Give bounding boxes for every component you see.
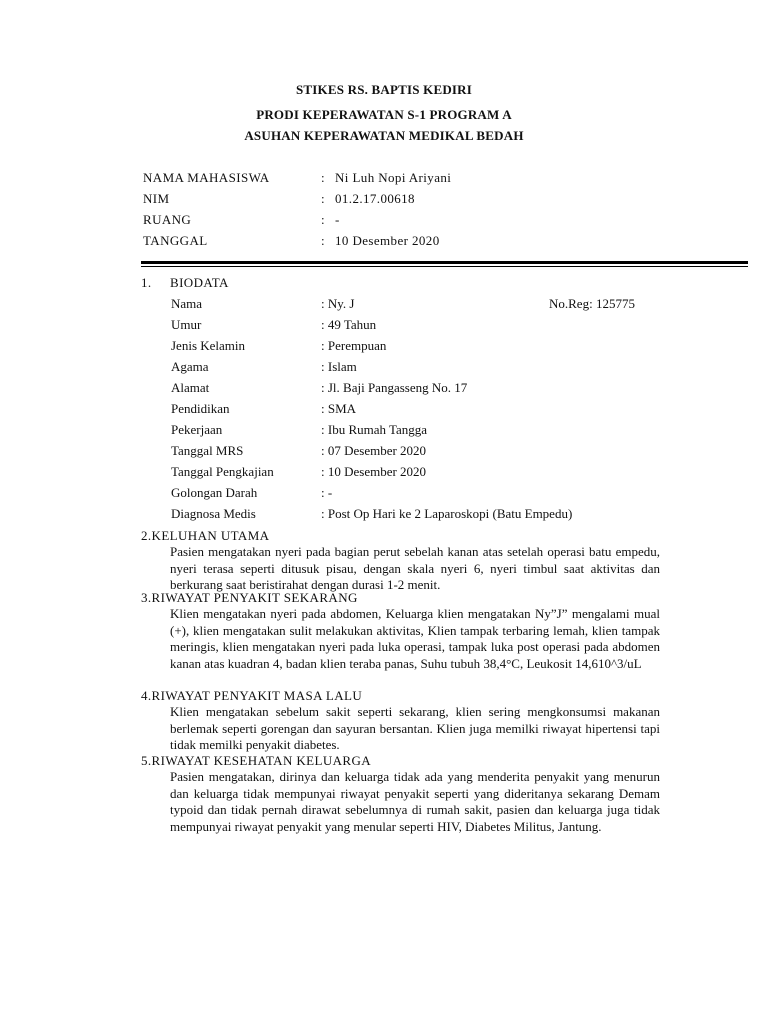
meta-label: TANGGAL (143, 233, 208, 248)
bio-label: Umur (171, 317, 202, 332)
bio-value: : 49 Tahun (321, 317, 377, 332)
bio-value: : Ny. J (321, 296, 355, 311)
section-riwayat-lalu-title: 4.RIWAYAT PENYAKIT MASA LALU (141, 688, 363, 703)
bio-row-tanggal-pengkajian (171, 464, 731, 482)
bio-value: : Jl. Baji Pangasseng No. 17 (321, 380, 468, 395)
meta-colon: : (321, 212, 326, 227)
student-name: Ni Luh Nopi Ariyani (335, 170, 452, 185)
registration-number: No.Reg: 125775 (549, 296, 635, 311)
bio-row-alamat (171, 380, 731, 398)
bio-value: : - (321, 485, 333, 500)
document-title: ASUHAN KEPERAWATAN MEDIKAL BEDAH (244, 128, 524, 143)
bio-label: Diagnosa Medis (171, 506, 256, 521)
bio-value: : 07 Desember 2020 (321, 443, 427, 458)
student-nim: 01.2.17.00618 (335, 191, 415, 206)
bio-row-tanggal-mrs (171, 443, 731, 461)
bio-label: Tanggal MRS (171, 443, 244, 458)
bio-label: Jenis Kelamin (171, 338, 246, 353)
section-riwayat-keluarga-title: 5.RIWAYAT KESEHATAN KELUARGA (141, 753, 372, 768)
bio-row-golongan-darah (171, 485, 731, 503)
bio-label: Agama (171, 359, 209, 374)
bio-row-pendidikan (171, 401, 731, 419)
bio-value: : Ibu Rumah Tangga (321, 422, 428, 437)
meta-row-nama (143, 170, 743, 188)
bio-value: : 10 Desember 2020 (321, 464, 427, 479)
bio-label: Golongan Darah (171, 485, 258, 500)
section-keluhan-title: 2.KELUHAN UTAMA (141, 528, 270, 543)
meta-row-tanggal (143, 233, 743, 251)
meta-label: NAMA MAHASISWA (143, 170, 270, 185)
riwayat-lalu-paragraph (170, 704, 660, 754)
bio-value: : Islam (321, 359, 357, 374)
institution-title: STIKES RS. BAPTIS KEDIRI (295, 82, 473, 97)
keluhan-paragraph (170, 544, 660, 594)
room-value: - (335, 212, 340, 227)
date-value: 10 Desember 2020 (335, 233, 440, 248)
section-biodata-title (141, 275, 229, 291)
meta-colon: : (321, 170, 326, 185)
bio-label: Tanggal Pengkajian (171, 464, 274, 479)
section-number: 1. (141, 275, 152, 290)
riwayat-sekarang-paragraph (170, 606, 660, 672)
paragraph-text: Pasien mengatakan nyeri pada bagian perut sebelah kanan atas setelah operasi batu empedu, nyeri terasa seperti ditusuk pisau, dengan skala nyeri 6, nyeri timbul saat aktivitas dan berkurang saat beristirahat dengan durasi 1-2 menit. (170, 544, 660, 593)
section-riwayat-sekarang-title: 3.RIWAYAT PENYAKIT SEKARANG (141, 590, 358, 605)
bio-label: Alamat (171, 380, 210, 395)
meta-row-ruang (143, 212, 743, 230)
meta-label: NIM (143, 191, 170, 206)
bio-row-nama (171, 296, 731, 314)
section-title: BIODATA (170, 275, 229, 290)
bio-label: Nama (171, 296, 203, 311)
bio-row-pekerjaan (171, 422, 731, 440)
meta-row-nim (143, 191, 743, 209)
bio-value: : SMA (321, 401, 357, 416)
paragraph-text: Pasien mengatakan, dirinya dan keluarga tidak ada yang menderita penyakit yang menurun dan keluarga tidak mempunyai riwayat penyakit seperti yang dideritanya sekarang Demam typoid dan tidak pernah dirawat sebelumnya di rumah sakit, pasien dan keluarga juga tidak mempunyai riwayat penyakit yang menular seperti HIV, Diabetes Militus, Jantung. (170, 769, 660, 834)
program-title: PRODI KEPERAWATAN S-1 PROGRAM A (256, 107, 512, 122)
meta-label: RUANG (143, 212, 192, 227)
riwayat-keluarga-paragraph (170, 769, 660, 835)
bio-label: Pekerjaan (171, 422, 223, 437)
header-divider-thick (141, 261, 748, 264)
paragraph-text: Klien mengatakan sebelum sakit seperti sekarang, klien sering mengkonsumsi makanan berlemak seperti gorengan dan sayuran bersantan. Klien juga memilki riwayat hipertensi tapi tidak memilki penyakit diabetes. (170, 704, 660, 753)
bio-row-diagnosa-medis (171, 506, 731, 524)
bio-row-jenis-kelamin (171, 338, 731, 356)
bio-label: Pendidikan (171, 401, 230, 416)
header-divider-thin (141, 266, 748, 267)
bio-value: : Perempuan (321, 338, 387, 353)
bio-row-agama (171, 359, 731, 377)
bio-value: : Post Op Hari ke 2 Laparoskopi (Batu Empedu) (321, 506, 573, 521)
bio-row-umur (171, 317, 731, 335)
paragraph-text: Klien mengatakan nyeri pada abdomen, Keluarga klien mengatakan Ny”J” mengalami mual (+), klien mengatakan sulit melakukan aktivitas, Klien tampak terbaring lemah, klien tampak meringis, klien mengatakan nyeri pada luka operasi, tampak luka post operasi pada abdomen kanan atas kuadran 4, badan klien teraba panas, Suhu tubuh 38,4°C, Leukosit 14,610^3/uL (170, 606, 660, 671)
meta-colon: : (321, 233, 326, 248)
meta-colon: : (321, 191, 326, 206)
